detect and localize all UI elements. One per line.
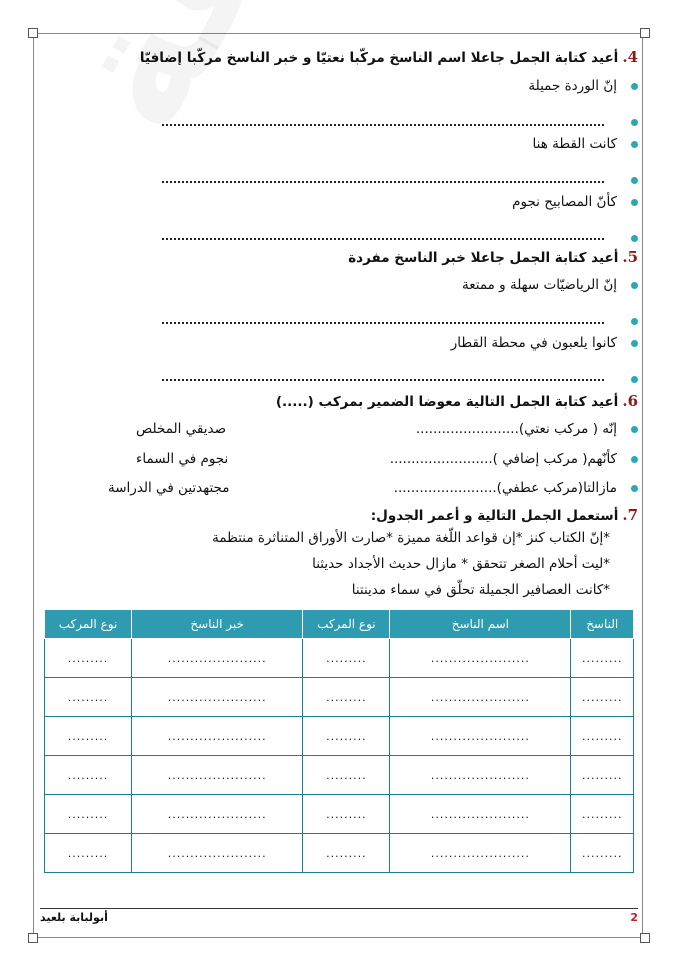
- table-header-row: [45, 610, 634, 639]
- exercise-5-title: [40, 248, 638, 266]
- exercise-6-row: إنّه ( مركب نعتي)........................: [40, 421, 638, 437]
- exercise-instruction: أستعمل الجمل التالية و أعمر الجدول:: [370, 508, 619, 524]
- exercise-number: 4.: [622, 48, 638, 66]
- column-header: خبر الناسخ: [132, 610, 303, 639]
- table-cell[interactable]: .........: [45, 756, 132, 795]
- table-cell[interactable]: ......................: [132, 756, 303, 795]
- bullet-icon: [631, 235, 638, 242]
- frame-corner: [28, 933, 38, 943]
- exercise-instruction: أعيد كتابة الجمل جاعلا اسم الناسخ مركّبا نعتيّا و خبر الناسخ مركّبا إضافيّا: [139, 50, 619, 66]
- exercise-6-phrase: صديقي المخلص: [136, 421, 227, 437]
- exercise-4-item: إنّ الوردة جميلة: [40, 78, 638, 94]
- exercise-6-row: مازالتا(مركب عطفي)........................: [40, 480, 638, 496]
- table-cell[interactable]: .........: [303, 756, 390, 795]
- exercise-number: 6.: [622, 392, 638, 410]
- column-header: نوع المركب: [303, 610, 390, 639]
- page-footer: [40, 908, 638, 929]
- table-row: [45, 678, 634, 717]
- table-cell[interactable]: .........: [303, 834, 390, 873]
- exercise-4-item: كانت القطة هنا: [40, 136, 638, 152]
- exercise-6-title: [40, 392, 638, 410]
- table-cell[interactable]: .........: [45, 795, 132, 834]
- column-header: الناسخ: [571, 610, 634, 639]
- bullet-icon: [631, 119, 638, 126]
- table-cell[interactable]: ......................: [390, 678, 571, 717]
- table-cell[interactable]: ......................: [132, 795, 303, 834]
- table-row: [45, 795, 634, 834]
- table-cell[interactable]: .........: [303, 717, 390, 756]
- bullet-icon: [631, 426, 638, 433]
- exercise-7-sentences: *إنّ الكتاب كنز *إن قواعد اللّغة مميزة *صارت الأوراق المتناثرة منتظمة: [212, 530, 610, 546]
- exercise-5-item: إنّ الرياضيّات سهلة و ممتعة: [40, 277, 638, 293]
- exercise-4-title: [40, 48, 638, 66]
- bullet-icon: [631, 376, 638, 383]
- table-cell[interactable]: .........: [571, 639, 634, 678]
- bullet-icon: [631, 340, 638, 347]
- table-row: [45, 717, 634, 756]
- exercise-4-item: كأنّ المصابيح نجوم: [40, 194, 638, 210]
- table-cell[interactable]: ......................: [132, 639, 303, 678]
- table-cell[interactable]: .........: [45, 678, 132, 717]
- page-number: 2: [630, 911, 638, 924]
- bullet-icon: [631, 199, 638, 206]
- bullet-icon: [631, 318, 638, 325]
- table-cell[interactable]: ......................: [132, 834, 303, 873]
- exercise-6-phrase: مجتهدتين في الدراسة: [108, 480, 230, 496]
- exercise-number: 5.: [622, 248, 638, 266]
- answer-line[interactable]: [162, 379, 604, 381]
- table-cell[interactable]: ......................: [390, 834, 571, 873]
- table-cell[interactable]: .........: [45, 717, 132, 756]
- table-cell[interactable]: ......................: [132, 678, 303, 717]
- exercise-5-item: كانوا يلعبون في محطة القطار: [40, 335, 638, 351]
- bullet-icon: [631, 177, 638, 184]
- answer-line[interactable]: [162, 322, 604, 324]
- bullet-icon: [631, 141, 638, 148]
- bullet-icon: [631, 485, 638, 492]
- bullet-icon: [631, 83, 638, 90]
- frame-corner: [640, 933, 650, 943]
- table-row: [45, 639, 634, 678]
- table-cell[interactable]: .........: [571, 795, 634, 834]
- table-cell[interactable]: .........: [303, 639, 390, 678]
- table-row: [45, 756, 634, 795]
- bullet-icon: [631, 282, 638, 289]
- frame-corner: [28, 28, 38, 38]
- answer-table: [44, 609, 634, 873]
- answer-line[interactable]: [162, 124, 604, 126]
- exercise-number: 7.: [622, 506, 638, 524]
- table-cell[interactable]: .........: [45, 639, 132, 678]
- table-cell[interactable]: .........: [303, 795, 390, 834]
- author-name: أبولبابة بلعيد: [40, 911, 108, 924]
- frame-corner: [640, 28, 650, 38]
- table-cell[interactable]: .........: [571, 756, 634, 795]
- exercise-7-sentences: *كانت العصافير الجميلة تحلّق في سماء مدينتنا: [351, 582, 610, 598]
- table-cell[interactable]: ......................: [390, 639, 571, 678]
- table-cell[interactable]: ......................: [390, 756, 571, 795]
- exercise-7-sentences: *ليت أحلام الصغر تتحقق * مازال حديث الأجداد حديثنا: [312, 556, 610, 572]
- table-cell[interactable]: .........: [571, 717, 634, 756]
- exercise-instruction: أعيد كتابة الجمل التالية معوضا الضمير بمركب (.....): [275, 394, 619, 410]
- exercise-instruction: أعيد كتابة الجمل جاعلا خبر الناسخ مفردة: [348, 250, 619, 266]
- table-cell[interactable]: ......................: [390, 717, 571, 756]
- table-cell[interactable]: ......................: [390, 795, 571, 834]
- answer-line[interactable]: [162, 238, 604, 240]
- exercise-7-title: [40, 506, 638, 524]
- bullet-icon: [631, 456, 638, 463]
- column-header: اسم الناسخ: [390, 610, 571, 639]
- column-header: نوع المركب: [45, 610, 132, 639]
- table-row: [45, 834, 634, 873]
- exercise-6-phrase: نجوم في السماء: [136, 451, 229, 467]
- table-cell[interactable]: .........: [571, 834, 634, 873]
- table-cell[interactable]: .........: [45, 834, 132, 873]
- table-cell[interactable]: .........: [303, 678, 390, 717]
- exercise-6-row: كأنّهم( مركب إضافي )........................: [40, 451, 638, 467]
- table-cell[interactable]: .........: [571, 678, 634, 717]
- table-cell[interactable]: ......................: [132, 717, 303, 756]
- answer-line[interactable]: [162, 181, 604, 183]
